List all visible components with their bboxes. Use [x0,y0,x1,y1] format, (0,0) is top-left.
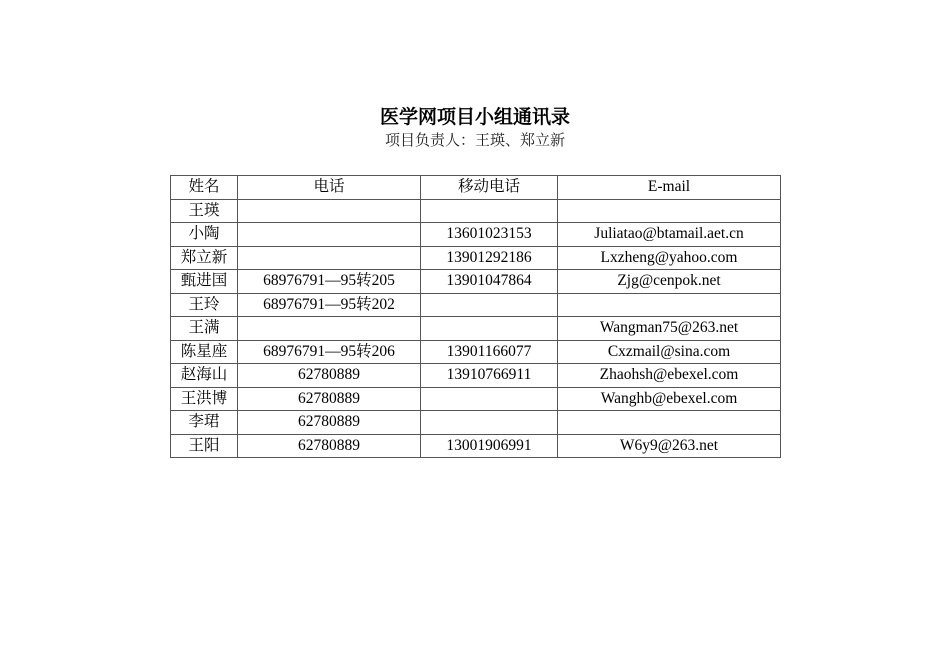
cell-name: 王阳 [171,434,238,458]
cell-mobile: 13001906991 [421,434,558,458]
cell-mobile [421,317,558,341]
cell-mobile: 13901166077 [421,340,558,364]
cell-mobile [421,199,558,223]
cell-mobile: 13601023153 [421,223,558,247]
cell-name: 王玲 [171,293,238,317]
cell-phone: 68976791—95转202 [238,293,421,317]
cell-phone: 62780889 [238,434,421,458]
cell-email: Wanghb@ebexel.com [558,387,781,411]
header-mobile: 移动电话 [421,176,558,200]
cell-mobile: 13901292186 [421,246,558,270]
cell-mobile: 13901047864 [421,270,558,294]
table-row [171,199,781,223]
document-subtitle: 项目负责人：王瑛、郑立新 [384,133,565,149]
cell-name: 甄进国 [171,270,238,294]
cell-phone: 68976791—95转205 [238,270,421,294]
table-row [171,317,781,341]
table-header-row [171,176,781,200]
cell-email: Lxzheng@yahoo.com [558,246,781,270]
cell-email: W6y9@263.net [558,434,781,458]
cell-email [558,293,781,317]
cell-phone: 62780889 [238,387,421,411]
cell-name: 赵海山 [171,364,238,388]
cell-phone [238,246,421,270]
table-row [171,270,781,294]
cell-email: Wangman75@263.net [558,317,781,341]
table-row [171,434,781,458]
cell-mobile [421,293,558,317]
cell-phone: 62780889 [238,364,421,388]
contacts-table [170,175,781,458]
cell-name: 王洪博 [171,387,238,411]
cell-email: Juliatao@btamail.aet.cn [558,223,781,247]
cell-name: 李珺 [171,411,238,435]
cell-name: 郑立新 [171,246,238,270]
cell-name: 小陶 [171,223,238,247]
table-row [171,411,781,435]
cell-email [558,411,781,435]
cell-mobile [421,411,558,435]
header-phone: 电话 [238,176,421,200]
table-row [171,364,781,388]
cell-phone: 62780889 [238,411,421,435]
table-row [171,223,781,247]
document-title: 医学网项目小组通讯录 [379,106,570,128]
cell-name: 王瑛 [171,199,238,223]
cell-phone [238,317,421,341]
cell-name: 陈星座 [171,340,238,364]
cell-phone: 68976791—95转206 [238,340,421,364]
cell-email: Zjg@cenpok.net [558,270,781,294]
table-row [171,387,781,411]
cell-email: Zhaohsh@ebexel.com [558,364,781,388]
cell-email: Cxzmail@sina.com [558,340,781,364]
table-row [171,293,781,317]
cell-email [558,199,781,223]
table-row [171,246,781,270]
cell-mobile [421,387,558,411]
table-row [171,340,781,364]
cell-mobile: 13910766911 [421,364,558,388]
header-email: E-mail [558,176,781,200]
cell-phone [238,223,421,247]
cell-phone [238,199,421,223]
cell-name: 王满 [171,317,238,341]
header-name: 姓名 [171,176,238,200]
